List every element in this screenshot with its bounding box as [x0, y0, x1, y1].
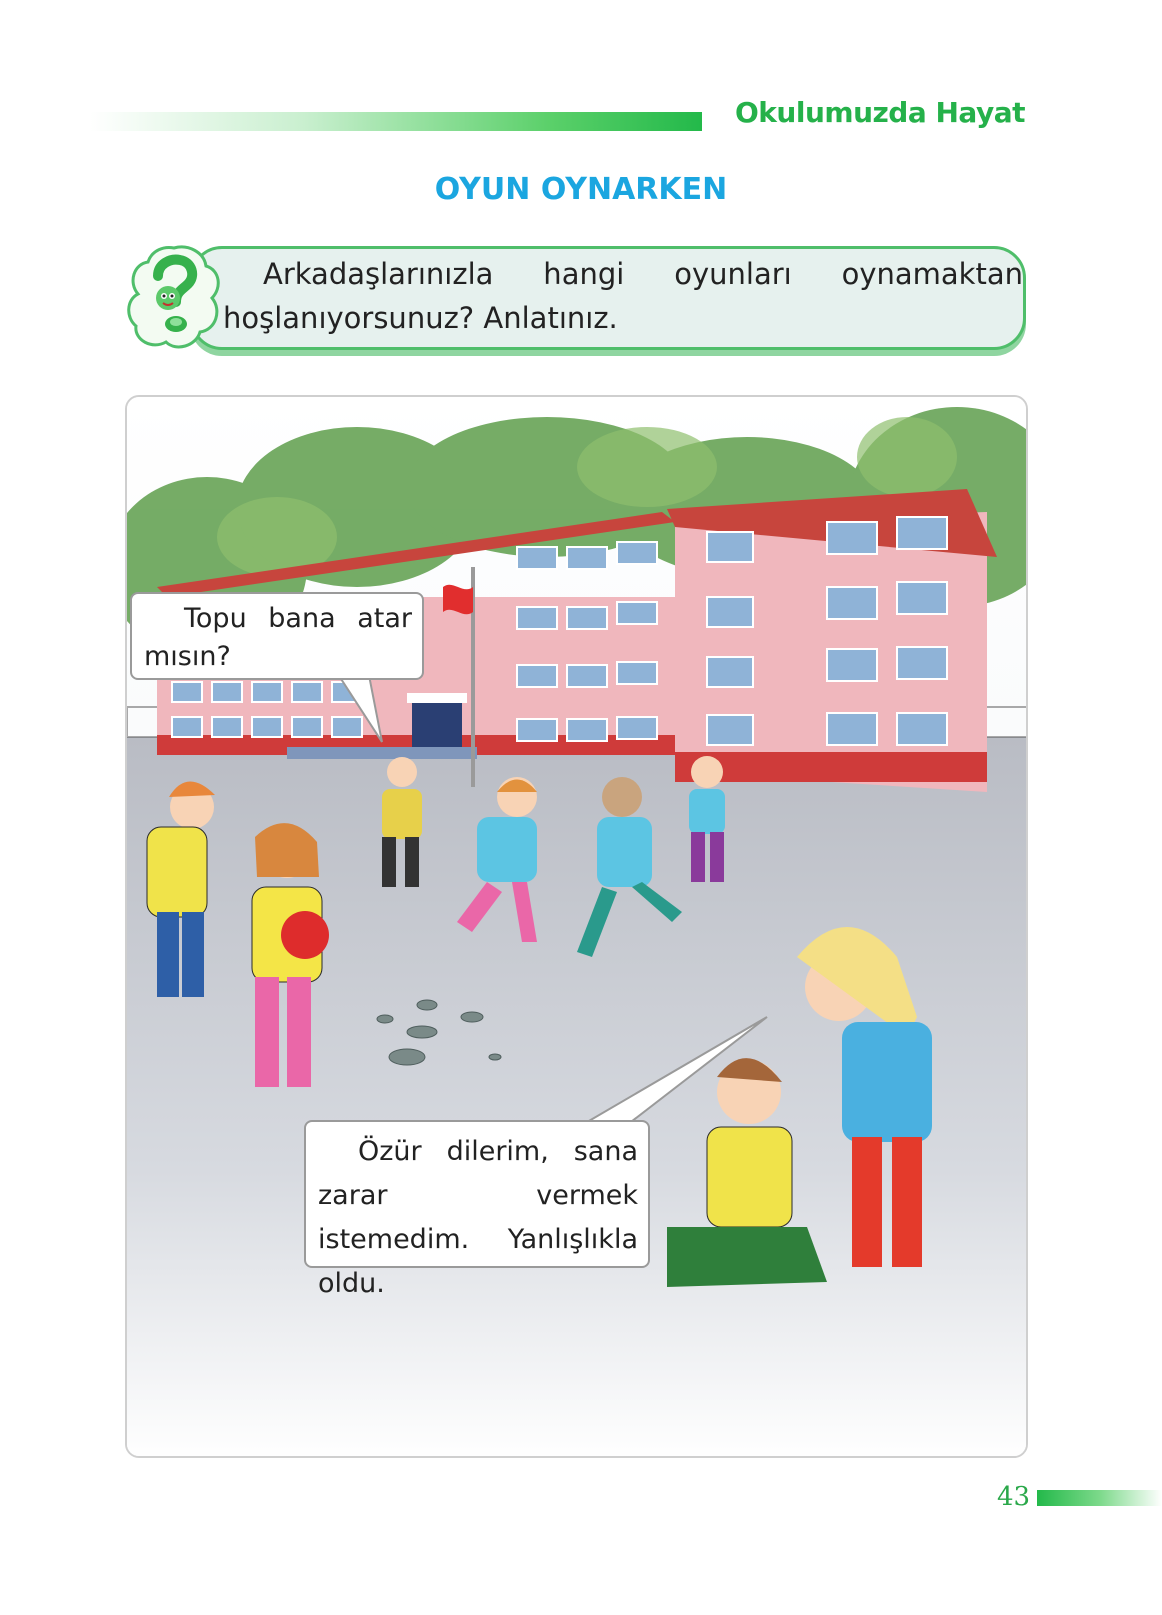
- header-gradient-bar: [90, 112, 702, 131]
- page-title: OYUN OYNARKEN: [434, 172, 728, 207]
- page-number: 43: [997, 1482, 1031, 1512]
- speech-bubble-bottom: Özür dilerim, sana zarar vermek istemedim. Yanlışlıkla oldu.: [304, 1120, 650, 1268]
- speech-bubble-top: Topu bana atar mısın?: [130, 592, 424, 680]
- question-mascot-icon: [126, 242, 222, 354]
- playground-illustration: [125, 395, 1028, 1458]
- footer-gradient-bar: [1037, 1490, 1162, 1506]
- question-text: Arkadaşlarınızla hangi oyunları oynamaktan hoşlanıyorsunuz? Anlatınız.: [223, 257, 1023, 335]
- section-title: Okulumuzda Hayat: [735, 96, 1025, 129]
